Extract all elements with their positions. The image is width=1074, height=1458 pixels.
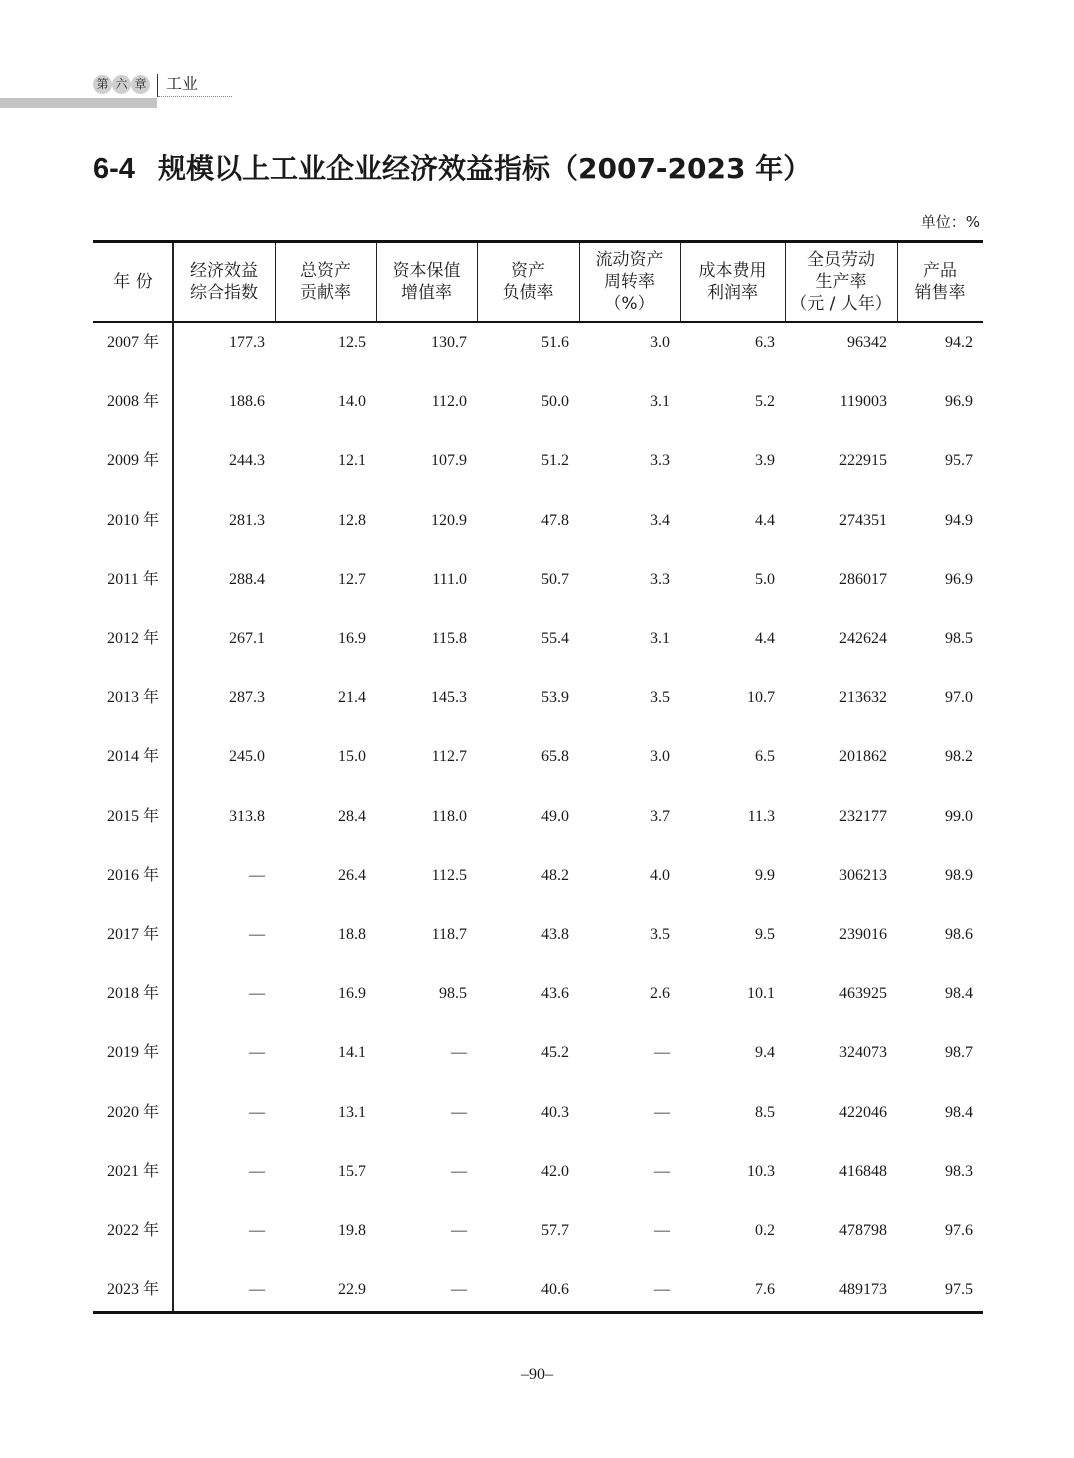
value-cell: — bbox=[451, 1103, 467, 1121]
value-cell: 65.8 bbox=[541, 748, 569, 766]
table-number: 6-4 bbox=[93, 153, 135, 185]
year-cell: 2008 年 bbox=[106, 393, 159, 411]
value-cell: 288.4 bbox=[229, 570, 265, 588]
value-cell: 112.7 bbox=[431, 748, 467, 766]
table-row bbox=[0, 925, 1074, 945]
value-cell: 26.4 bbox=[338, 866, 366, 884]
value-cell: 48.2 bbox=[541, 866, 569, 884]
column-header-economic-index: 经济效益 综合指数 bbox=[190, 261, 258, 303]
page-number: –90– bbox=[521, 1366, 553, 1383]
value-cell: 10.7 bbox=[747, 689, 775, 707]
chapter-divider bbox=[157, 74, 158, 97]
value-cell: 112.5 bbox=[431, 866, 467, 884]
value-cell: 286017 bbox=[839, 570, 887, 588]
chapter-header-bar bbox=[0, 98, 157, 108]
value-cell: 98.4 bbox=[945, 1103, 973, 1121]
value-cell: 98.5 bbox=[945, 630, 973, 647]
chapter-name: 工业 bbox=[166, 74, 199, 93]
year-cell: 2014 年 bbox=[106, 748, 159, 766]
table-row bbox=[0, 984, 1074, 1004]
value-cell: 118.0 bbox=[431, 807, 467, 825]
year-cell: 2023 年 bbox=[106, 1281, 159, 1299]
value-cell: 111.0 bbox=[432, 570, 467, 588]
chapter-badge-char: 第 bbox=[93, 75, 112, 94]
value-cell: 9.9 bbox=[755, 866, 775, 884]
value-cell: 22.9 bbox=[338, 1281, 366, 1299]
value-cell: 120.9 bbox=[431, 511, 467, 529]
value-cell: 188.6 bbox=[229, 393, 265, 411]
value-cell: — bbox=[654, 1162, 670, 1180]
value-cell: 14.1 bbox=[338, 1044, 366, 1062]
value-cell: — bbox=[249, 1162, 265, 1180]
value-cell: 115.8 bbox=[431, 630, 467, 647]
year-cell: 2010 年 bbox=[106, 511, 159, 529]
chapter-badge-char: 六 bbox=[112, 75, 131, 94]
table-row bbox=[0, 1221, 1074, 1241]
column-header-asset-contribution: 总资产 贡献率 bbox=[300, 261, 351, 303]
column-header-sales-rate: 产品 销售率 bbox=[914, 261, 966, 303]
value-cell: 3.0 bbox=[650, 334, 670, 351]
value-cell: 42.0 bbox=[541, 1162, 569, 1180]
table-row bbox=[0, 1043, 1074, 1063]
value-cell: 3.1 bbox=[650, 393, 670, 411]
value-cell: 107.9 bbox=[431, 452, 467, 470]
value-cell: 49.0 bbox=[541, 807, 569, 825]
value-cell: 4.4 bbox=[755, 511, 775, 529]
value-cell: 324073 bbox=[839, 1044, 887, 1062]
value-cell: — bbox=[249, 1281, 265, 1299]
table-row bbox=[0, 333, 1074, 353]
value-cell: 232177 bbox=[839, 807, 887, 825]
value-cell: 245.0 bbox=[229, 748, 265, 766]
value-cell: 2.6 bbox=[650, 985, 670, 1003]
table-header-rule bbox=[93, 321, 983, 323]
value-cell: 43.8 bbox=[541, 926, 569, 943]
value-cell: 57.7 bbox=[541, 1222, 569, 1239]
year-cell: 2016 年 bbox=[106, 866, 159, 884]
value-cell: 98.7 bbox=[945, 1044, 973, 1062]
value-cell: 10.3 bbox=[747, 1162, 775, 1180]
value-cell: 422046 bbox=[839, 1103, 887, 1121]
year-cell: 2017 年 bbox=[106, 926, 159, 943]
value-cell: 19.8 bbox=[338, 1222, 366, 1239]
value-cell: 4.0 bbox=[650, 866, 670, 884]
table-row bbox=[0, 629, 1074, 649]
table-unit: 单位：% bbox=[920, 213, 980, 231]
year-cell: 2022 年 bbox=[106, 1222, 159, 1239]
value-cell: 45.2 bbox=[541, 1044, 569, 1062]
value-cell: — bbox=[451, 1044, 467, 1062]
year-cell: 2009 年 bbox=[106, 452, 159, 470]
year-cell: 2015 年 bbox=[106, 807, 159, 825]
value-cell: 47.8 bbox=[541, 511, 569, 529]
value-cell: 96342 bbox=[847, 334, 887, 351]
value-cell: 96.9 bbox=[945, 393, 973, 411]
value-cell: — bbox=[249, 1222, 265, 1239]
value-cell: 14.0 bbox=[338, 393, 366, 411]
value-cell: — bbox=[451, 1281, 467, 1299]
year-cell: 2019 年 bbox=[106, 1044, 159, 1062]
value-cell: 177.3 bbox=[229, 334, 265, 351]
value-cell: 96.9 bbox=[945, 570, 973, 588]
value-cell: 12.8 bbox=[338, 511, 366, 529]
value-cell: 51.2 bbox=[541, 452, 569, 470]
value-cell: 50.7 bbox=[541, 570, 569, 588]
value-cell: 201862 bbox=[839, 748, 887, 766]
table-row bbox=[0, 511, 1074, 531]
value-cell: 12.7 bbox=[338, 570, 366, 588]
value-cell: 12.1 bbox=[338, 452, 366, 470]
value-cell: 130.7 bbox=[431, 334, 467, 351]
value-cell: 50.0 bbox=[541, 393, 569, 411]
value-cell: 489173 bbox=[839, 1281, 887, 1299]
value-cell: 98.3 bbox=[945, 1162, 973, 1180]
value-cell: 97.6 bbox=[945, 1222, 973, 1239]
value-cell: 281.3 bbox=[229, 511, 265, 529]
value-cell: — bbox=[654, 1281, 670, 1299]
value-cell: 99.0 bbox=[945, 807, 973, 825]
value-cell: — bbox=[249, 1103, 265, 1121]
value-cell: 43.6 bbox=[541, 985, 569, 1003]
value-cell: 112.0 bbox=[431, 393, 467, 411]
column-header-labor-productivity: 全员劳动 生产率 （元 / 人年） bbox=[790, 250, 892, 314]
value-cell: 267.1 bbox=[229, 630, 265, 647]
table-row bbox=[0, 807, 1074, 827]
chapter-badge-char: 章 bbox=[131, 75, 150, 94]
year-cell: 2020 年 bbox=[106, 1103, 159, 1121]
value-cell: 463925 bbox=[839, 985, 887, 1003]
value-cell: 0.2 bbox=[755, 1222, 775, 1239]
value-cell: 9.5 bbox=[755, 926, 775, 943]
value-cell: 213632 bbox=[839, 689, 887, 707]
year-cell: 2012 年 bbox=[106, 630, 159, 647]
value-cell: 242624 bbox=[839, 630, 887, 647]
value-cell: 478798 bbox=[839, 1222, 887, 1239]
value-cell: 3.1 bbox=[650, 630, 670, 647]
column-header-debt-ratio: 资产 负债率 bbox=[502, 261, 554, 303]
value-cell: 51.6 bbox=[541, 334, 569, 351]
value-cell: 5.2 bbox=[755, 393, 775, 411]
chapter-dotted-rule bbox=[158, 96, 232, 97]
year-cell: 2018 年 bbox=[106, 985, 159, 1003]
value-cell: 12.5 bbox=[338, 334, 366, 351]
value-cell: 3.4 bbox=[650, 511, 670, 529]
value-cell: 98.9 bbox=[945, 866, 973, 884]
value-cell: 3.0 bbox=[650, 748, 670, 766]
value-cell: 416848 bbox=[839, 1162, 887, 1180]
column-header-cost-profit: 成本费用 利润率 bbox=[698, 261, 767, 303]
value-cell: 239016 bbox=[839, 926, 887, 943]
value-cell: — bbox=[249, 926, 265, 943]
value-cell: 40.6 bbox=[541, 1281, 569, 1299]
value-cell: — bbox=[249, 985, 265, 1003]
value-cell: — bbox=[654, 1044, 670, 1062]
value-cell: 3.5 bbox=[650, 926, 670, 943]
table-row bbox=[0, 1162, 1074, 1182]
value-cell: 95.7 bbox=[945, 452, 973, 470]
value-cell: 5.0 bbox=[755, 570, 775, 588]
value-cell: 118.7 bbox=[431, 926, 467, 943]
value-cell: 97.0 bbox=[945, 689, 973, 707]
value-cell: 98.5 bbox=[439, 985, 467, 1003]
value-cell: 287.3 bbox=[229, 689, 265, 707]
year-cell: 2021 年 bbox=[106, 1162, 159, 1180]
value-cell: 145.3 bbox=[431, 689, 467, 707]
value-cell: 16.9 bbox=[338, 630, 366, 647]
value-cell: 274351 bbox=[839, 511, 887, 529]
column-header-capital-preservation: 资本保值 增值率 bbox=[392, 261, 461, 303]
value-cell: 16.9 bbox=[338, 985, 366, 1003]
value-cell: 222915 bbox=[839, 452, 887, 470]
value-cell: 98.4 bbox=[945, 985, 973, 1003]
year-cell: 2007 年 bbox=[106, 334, 159, 351]
value-cell: 15.7 bbox=[338, 1162, 366, 1180]
value-cell: 9.4 bbox=[755, 1044, 775, 1062]
value-cell: 3.3 bbox=[650, 452, 670, 470]
value-cell: — bbox=[249, 1044, 265, 1062]
table-bottom-rule bbox=[93, 1311, 983, 1314]
page-title: 规模以上工业企业经济效益指标（2007-2023 年） bbox=[158, 152, 812, 185]
value-cell: 7.6 bbox=[755, 1281, 775, 1299]
value-cell: 98.6 bbox=[945, 926, 973, 943]
value-cell: — bbox=[654, 1222, 670, 1239]
year-cell: 2011 年 bbox=[107, 570, 159, 588]
value-cell: 10.1 bbox=[747, 985, 775, 1003]
table-row bbox=[0, 1103, 1074, 1123]
table-row bbox=[0, 866, 1074, 886]
table-row bbox=[0, 747, 1074, 767]
column-header-asset-turnover: 流动资产 周转率 （%） bbox=[595, 250, 664, 314]
table-row bbox=[0, 1280, 1074, 1300]
value-cell: 3.9 bbox=[755, 452, 775, 470]
table-row bbox=[0, 688, 1074, 708]
value-cell: 3.3 bbox=[650, 570, 670, 588]
table-row bbox=[0, 451, 1074, 471]
value-cell: 55.4 bbox=[541, 630, 569, 647]
value-cell: — bbox=[451, 1162, 467, 1180]
table-row bbox=[0, 392, 1074, 412]
value-cell: 8.5 bbox=[755, 1103, 775, 1121]
chapter-badge bbox=[93, 75, 150, 94]
value-cell: 21.4 bbox=[338, 689, 366, 707]
value-cell: 13.1 bbox=[338, 1103, 366, 1121]
value-cell: 53.9 bbox=[541, 689, 569, 707]
value-cell: 94.9 bbox=[945, 511, 973, 529]
value-cell: 97.5 bbox=[945, 1281, 973, 1299]
value-cell: 98.2 bbox=[945, 748, 973, 766]
value-cell: — bbox=[249, 866, 265, 884]
value-cell: 6.5 bbox=[755, 748, 775, 766]
value-cell: — bbox=[654, 1103, 670, 1121]
column-header-year: 年 份 bbox=[113, 272, 153, 292]
value-cell: 244.3 bbox=[229, 452, 265, 470]
value-cell: 18.8 bbox=[338, 926, 366, 943]
value-cell: 313.8 bbox=[229, 807, 265, 825]
value-cell: 306213 bbox=[839, 866, 887, 884]
value-cell: 4.4 bbox=[755, 630, 775, 647]
value-cell: 40.3 bbox=[541, 1103, 569, 1121]
value-cell: 3.5 bbox=[650, 689, 670, 707]
value-cell: 3.7 bbox=[650, 807, 670, 825]
value-cell: 15.0 bbox=[338, 748, 366, 766]
value-cell: 6.3 bbox=[755, 334, 775, 351]
table-row bbox=[0, 570, 1074, 590]
value-cell: 11.3 bbox=[747, 807, 775, 825]
year-cell: 2013 年 bbox=[106, 689, 159, 707]
value-cell: 119003 bbox=[839, 393, 887, 411]
value-cell: 94.2 bbox=[945, 334, 973, 351]
value-cell: — bbox=[451, 1222, 467, 1239]
value-cell: 28.4 bbox=[338, 807, 366, 825]
